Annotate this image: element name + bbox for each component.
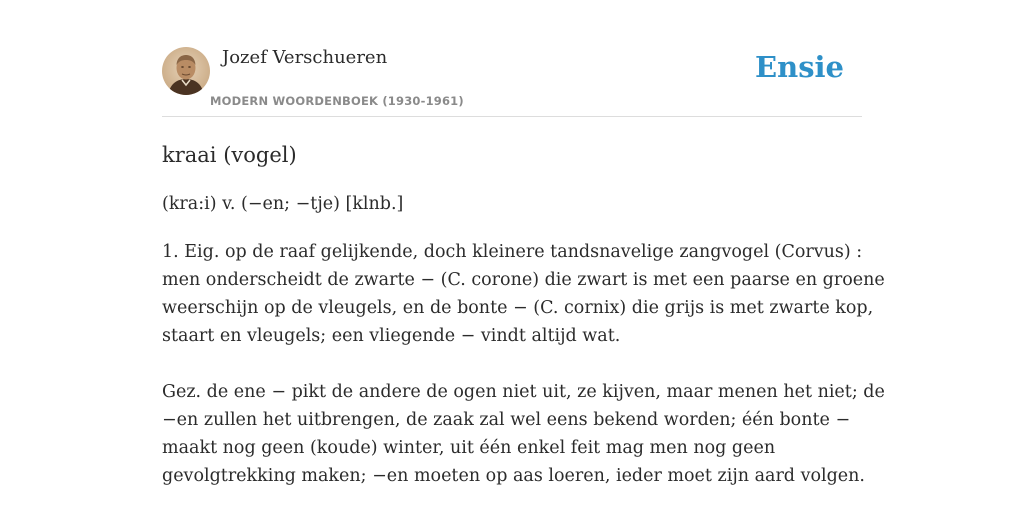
entry-definition xyxy=(162,238,885,490)
definition-line: men onderscheidt de zwarte − (C. corone) die zwart is met een paarse en groene xyxy=(162,270,885,290)
source-name[interactable]: MODERN WOORDENBOEK (1930-1961) xyxy=(210,94,464,108)
author-avatar[interactable] xyxy=(162,47,210,95)
page-header xyxy=(162,44,862,117)
definition-line: staart en vleugels; een vliegende − vindt altijd wat. xyxy=(162,326,621,346)
definition-line: weerschijn op de vleugels, en de bonte − (C. cornix) die grijs is met zwarte kop, xyxy=(162,298,874,318)
paragraph-spacer xyxy=(162,350,862,378)
definition-line: 1. Eig. op de raaf gelijkende, doch kleinere tandsnavelige zangvogel (Corvus) : xyxy=(162,242,863,262)
entry-grammar: (kra:i) v. (−en; −tje) [klnb.] xyxy=(162,194,404,214)
example-line: maakt nog geen (koude) winter, uit één enkel feit mag men nog geen xyxy=(162,438,776,458)
author-name[interactable]: Jozef Verschueren xyxy=(222,47,388,68)
entry-term: kraai (vogel) xyxy=(162,143,297,167)
ensie-logo[interactable]: Ensie xyxy=(755,50,844,84)
entry-content xyxy=(162,140,885,490)
author-portrait-icon xyxy=(162,47,210,95)
example-line: gevolgtrekking maken; −en moeten op aas loeren, ieder moet zijn aard volgen. xyxy=(162,466,865,486)
example-line: Gez. de ene − pikt de andere de ogen niet uit, ze kijven, maar menen het niet; de xyxy=(162,382,885,402)
example-line: −en zullen het uitbrengen, de zaak zal wel eens bekend worden; één bonte − xyxy=(162,410,851,430)
